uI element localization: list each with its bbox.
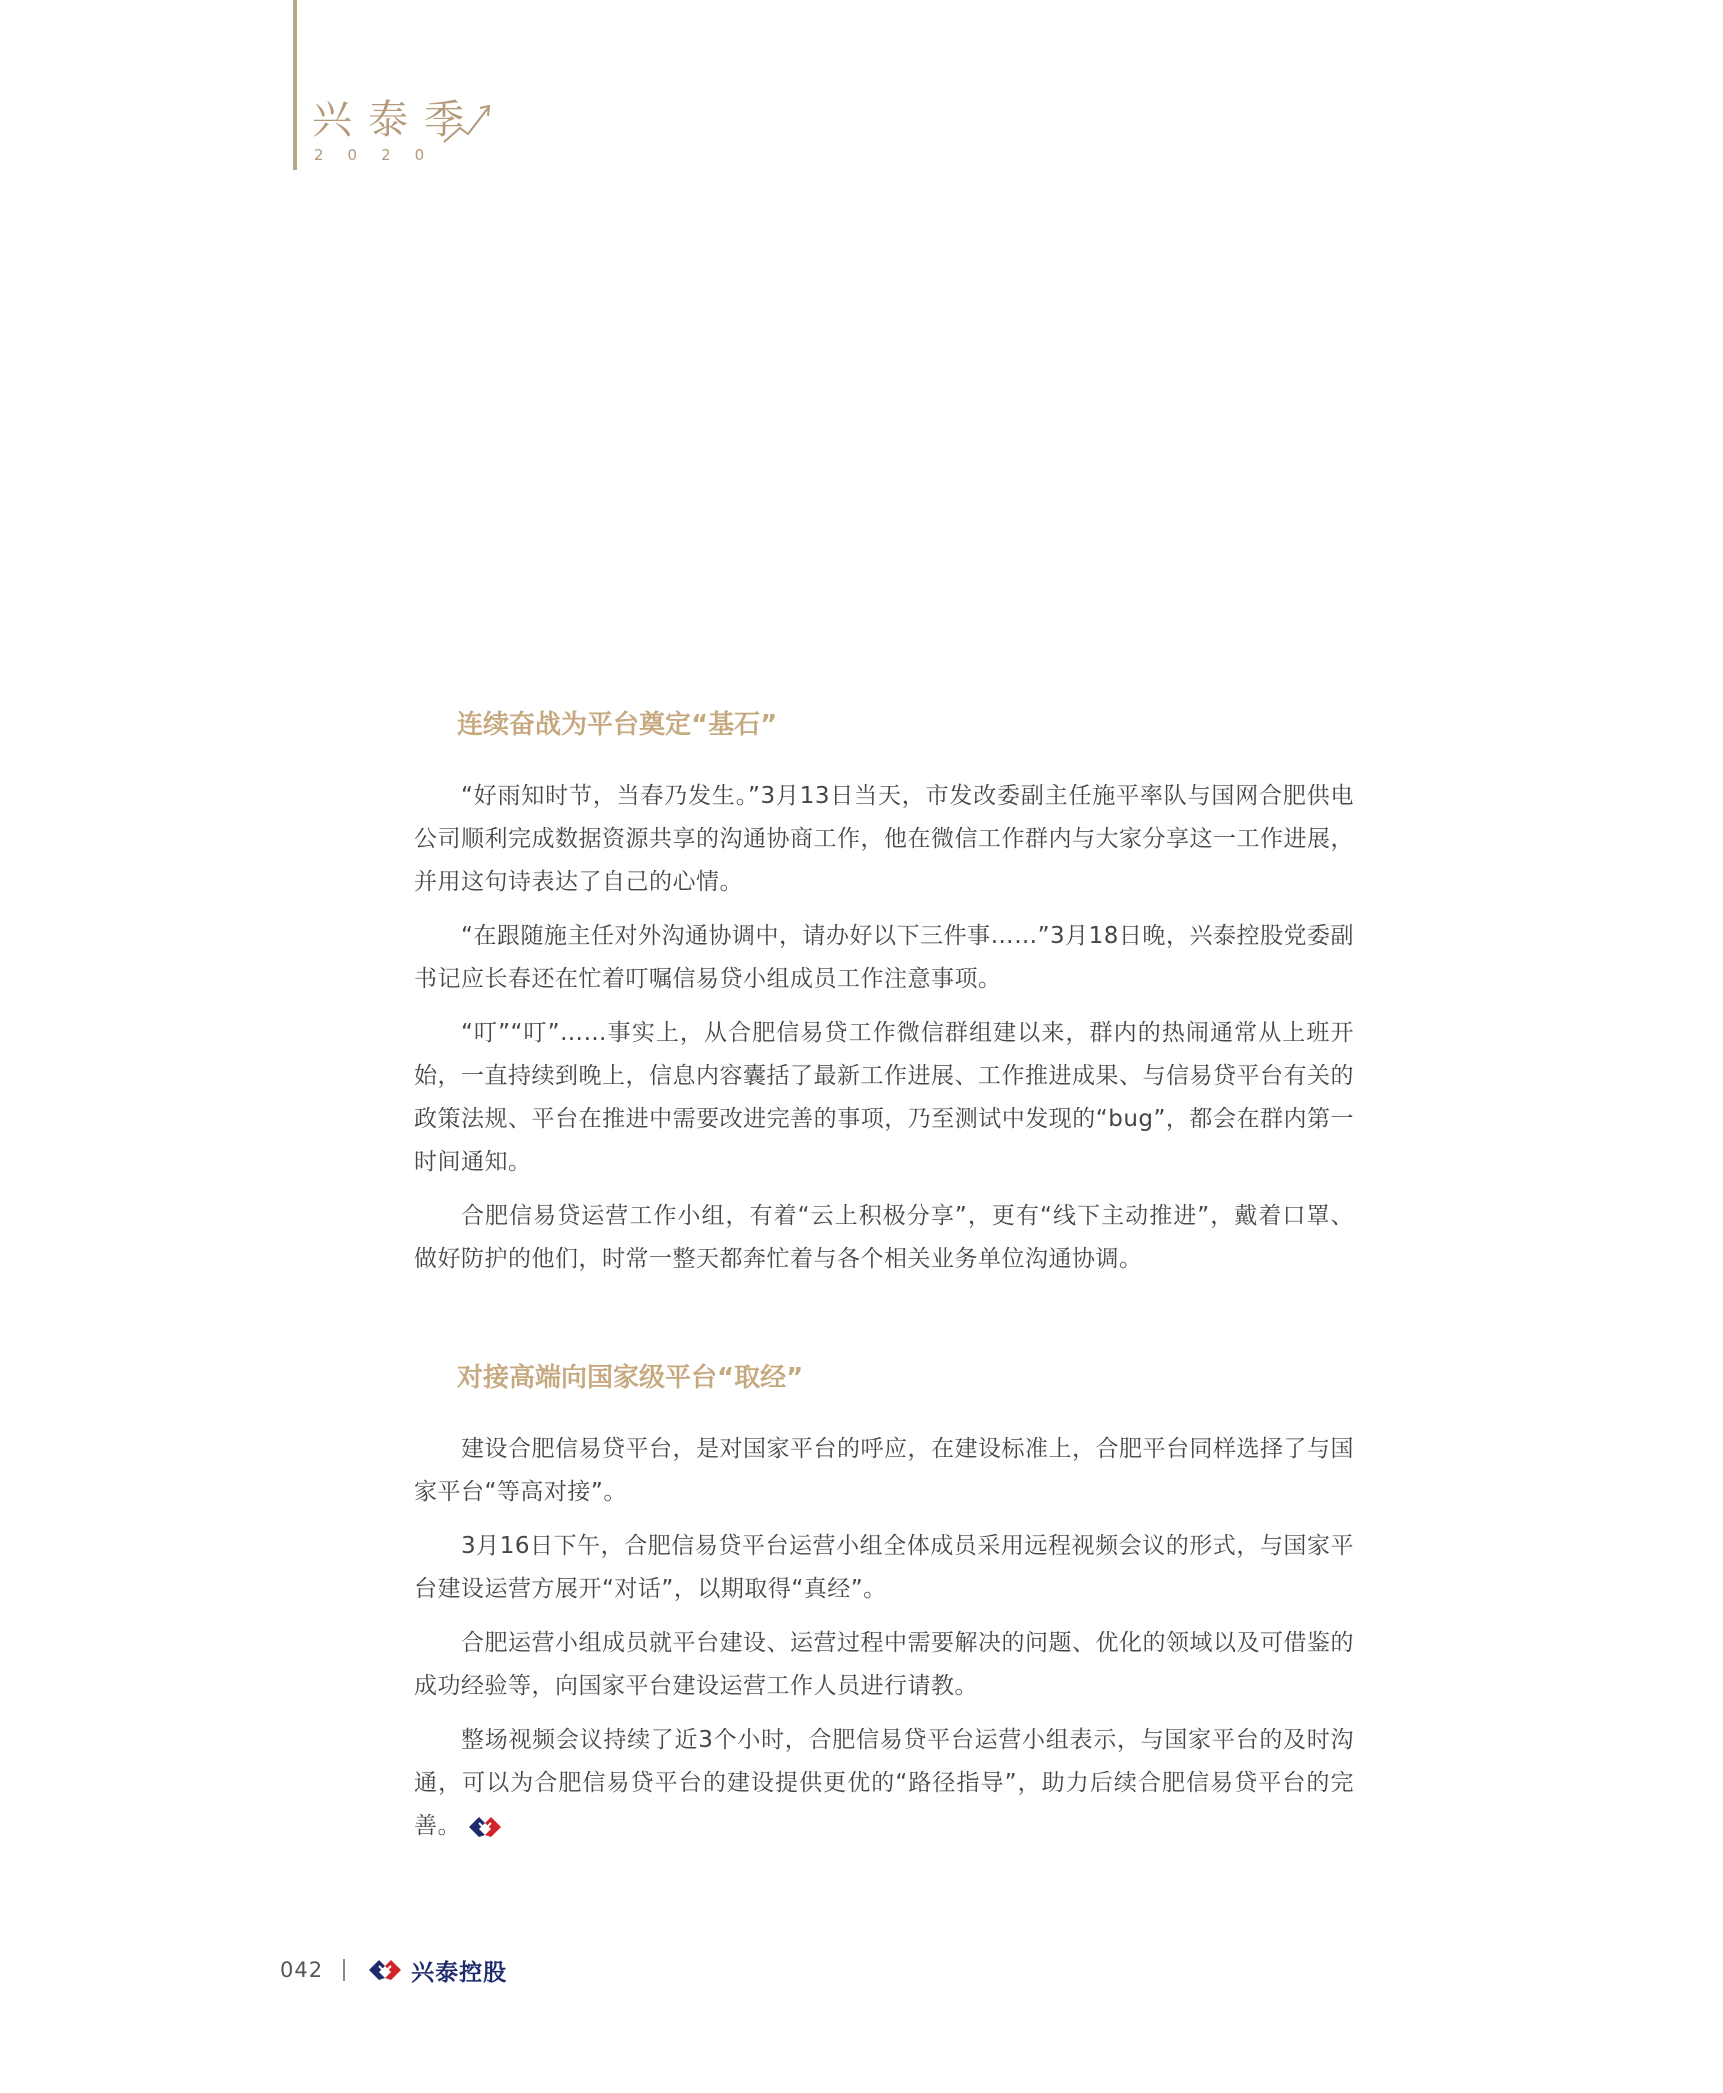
- footer-brand: 兴泰控股: [411, 1959, 508, 1986]
- paragraph: 合肥信易贷运营工作小组，有着“云上积极分享”，更有“线下主动推进”，戴着口罩、做好防护的他们，时常一整天都奔忙着与各个相关业务单位沟通协调。: [414, 1203, 1354, 1272]
- page-footer: [280, 1950, 507, 1990]
- paragraph-text: 整场视频会议持续了近3个小时，合肥信易贷平台运营小组表示，与国家平台的及时沟通，可以为合肥信易贷平台的建设提供更优的“路径指导”，助力后续合肥信易贷平台的完善。: [414, 1727, 1354, 1839]
- paragraph: “在跟随施主任对外沟通协调中，请办好以下三件事……”3月18日晚，兴泰控股党委副书记应长春还在忙着叮嘱信易贷小组成员工作注意事项。: [414, 923, 1354, 992]
- paragraph-last: [414, 1719, 1354, 1848]
- paragraph: “叮”“叮”……事实上，从合肥信易贷工作微信群组建以来，群内的热闹通常从上班开始，一直持续到晚上，信息内容囊括了最新工作进展、工作推进成果、与信易贷平台有关的政策法规、平台在推进中需要改进完善的事项，乃至测试中发现的“bug”，都会在群内第一时间通知。: [414, 1020, 1354, 1175]
- paragraph: 合肥运营小组成员就平台建设、运营过程中需要解决的问题、优化的领域以及可借鉴的成功经验等，向国家平台建设运营工作人员进行请教。: [414, 1630, 1354, 1699]
- paragraph: 3月16日下午，合肥信易贷平台运营小组全体成员采用远程视频会议的形式，与国家平台建设运营方展开“对话”，以期取得“真经”。: [414, 1533, 1354, 1602]
- xingtai-logo-icon: [465, 1814, 505, 1840]
- section-heading-2: 对接高端向国家级平台“取经”: [457, 1363, 804, 1393]
- masthead-divider: [293, 0, 297, 170]
- trend-arrow-icon: [442, 102, 494, 146]
- page-number: 042: [280, 1958, 324, 1982]
- paragraph: 建设合肥信易贷平台，是对国家平台的呼应，在建设标准上，合肥平台同样选择了与国家平台“等高对接”。: [414, 1436, 1354, 1505]
- article-body: [414, 705, 1354, 1859]
- xingtai-logo-icon: [365, 1957, 405, 1983]
- masthead: [312, 97, 480, 164]
- paragraph: “好雨知时节，当春乃发生。”3月13日当天，市发改委副主任施平率队与国网合肥供电公司顺利完成数据资源共享的沟通协商工作，他在微信工作群内与大家分享这一工作进展，并用这句诗表达了自己的心情。: [414, 783, 1354, 895]
- masthead-title: 兴泰季: [312, 97, 480, 143]
- masthead-year: 2020: [314, 146, 449, 164]
- section-heading-1: 连续奋战为平台奠定“基石”: [457, 710, 778, 740]
- footer-divider: [343, 1959, 345, 1981]
